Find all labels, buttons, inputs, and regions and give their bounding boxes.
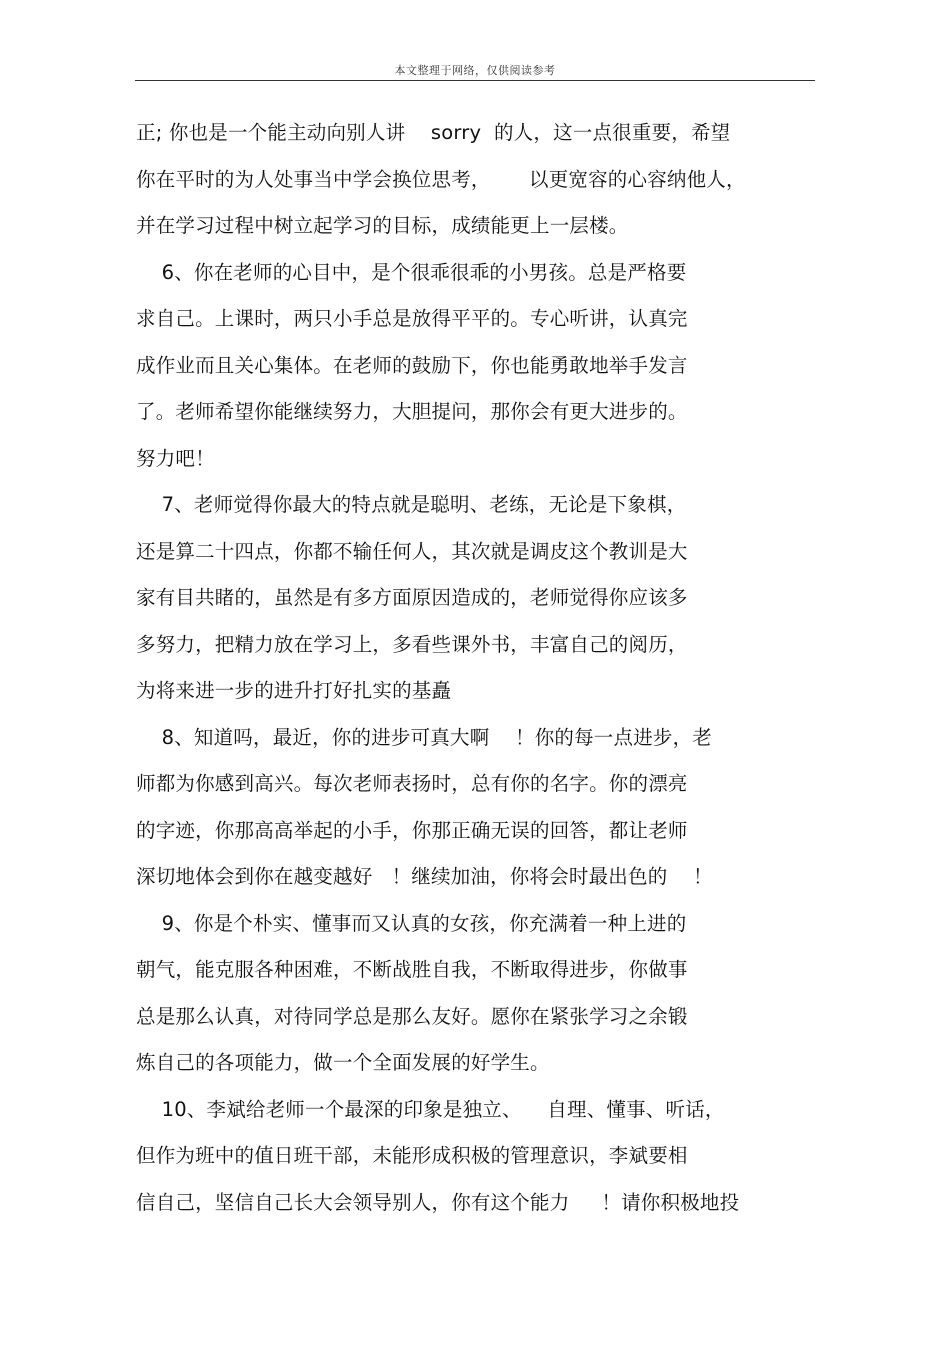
text-line: 家有目共睹的，虽然是有多方面原因造成的，老师觉得你应该多 (136, 586, 688, 609)
page-header: 本文整理于网络，仅供阅读参考 (394, 64, 556, 77)
header-rule (135, 80, 815, 81)
text-line: 努力吧！ (136, 446, 215, 470)
text-line: 深切地体会到你在越变越好 ！继续加油，你将会时最出色的 ！ (136, 865, 713, 888)
text-line: 的字迹，你那高高举起的小手，你那正确无误的回答，都让老师 (136, 818, 688, 842)
text-line: 了。老师希望你能继续努力，大胆提问，那你会有更大进步的。 (136, 400, 688, 423)
text-line: 成作业而且关心集体。在老师的鼓励下，你也能勇敢地举手发言 (136, 353, 688, 377)
text-line: 9、你是个朴实、懂事而又认真的女孩，你充满着一种上进的 (136, 911, 687, 935)
text-line: 但作为班中的值日班干部，未能形成积极的管理意识，李斌要相 (136, 1144, 688, 1167)
text-line: 多努力，把精力放在学习上，多看些课外书，丰富自己的阅历， (136, 632, 688, 656)
text-line: 为将来进一步的进升打好扎实的基矗 (136, 679, 452, 702)
text-line: 6、你在老师的心目中，是个很乖很乖的小男孩。总是严格要 (136, 260, 687, 284)
text-line: 并在学习过程中树立起学习的目标，成绩能更上一层楼。 (136, 214, 629, 237)
text-line: 你在平时的为人处事当中学会换位思考， 以更宽容的心容纳他人， (136, 167, 746, 191)
text-line: 正; 你也是一个能主动向别人讲 sorry 的人，这一点很重要，希望 (136, 121, 731, 144)
text-line: 师都为你感到高兴。每次老师表扬时，总有你的名字。你的漂亮 (136, 772, 688, 795)
text-line: 总是那么认真，对待同学总是那么友好。愿你在紧张学习之余锻 (136, 1004, 688, 1028)
text-line: 信自己，坚信自己长大会领导别人，你有这个能力 ！请你积极地投 (136, 1190, 740, 1214)
text-line: 8、知道吗，最近，你的进步可真大啊 ！你的每一点进步，老 (136, 725, 712, 749)
document-body (136, 115, 816, 1231)
text-line: 7、老师觉得你最大的特点就是聪明、老练，无论是下象棋， (136, 493, 687, 516)
text-line: 10、李斌给老师一个最深的印象是独立、 自理、懂事、听话， (136, 1097, 725, 1121)
text-line: 炼自己的各项能力，做一个全面发展的好学生。 (136, 1051, 550, 1074)
text-line: 朝气，能克服各种困难，不断战胜自我，不断取得进步，你做事 (136, 958, 688, 981)
text-line: 求自己。上课时，两只小手总是放得平平的。专心听讲，认真完 (136, 307, 688, 330)
text-line: 还是算二十四点，你都不输任何人，其次就是调皮这个教训是大 (136, 539, 688, 563)
